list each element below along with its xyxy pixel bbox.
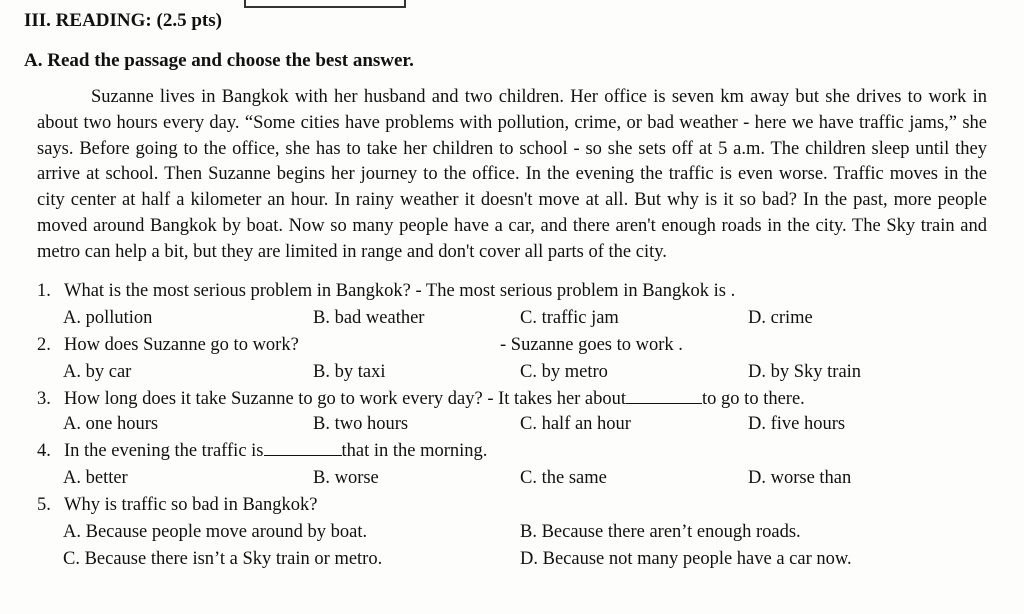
answer-blank[interactable] — [264, 441, 342, 456]
q1-option-b[interactable]: B. bad weather — [313, 308, 425, 328]
header-box-border — [244, 0, 406, 8]
answer-blank[interactable] — [626, 389, 702, 404]
q2-option-a[interactable]: A. by car — [63, 362, 132, 382]
question-number: 5. — [37, 495, 51, 515]
q3-option-b[interactable]: B. two hours — [313, 414, 409, 434]
question-number: 3. — [37, 389, 51, 409]
question-5 — [37, 495, 317, 516]
q3-option-c[interactable]: C. half an hour — [520, 414, 631, 434]
q2-option-c[interactable]: C. by metro — [520, 362, 608, 382]
question-text-end: to go to there. — [702, 389, 805, 409]
question-number: 1. — [37, 281, 51, 301]
q2-option-d[interactable]: D. by Sky train — [748, 362, 862, 382]
q3-option-a[interactable]: A. one hours — [63, 414, 159, 434]
q1-option-c[interactable]: C. traffic jam — [520, 308, 619, 328]
q4-option-b[interactable]: B. worse — [313, 468, 379, 488]
q4-option-d[interactable]: D. worse than — [748, 468, 852, 488]
question-3 — [37, 389, 805, 410]
part-title: A. Read the passage and choose the best answer. — [24, 50, 414, 71]
q5-option-c[interactable]: C. Because there isn’t a Sky train or metro. — [63, 549, 383, 569]
section-title: III. READING: (2.5 pts) — [24, 10, 222, 31]
q3-option-d[interactable]: D. five hours — [748, 414, 846, 434]
q5-option-b[interactable]: B. Because there aren’t enough roads. — [520, 522, 801, 542]
question-4 — [37, 441, 487, 462]
q4-option-a[interactable]: A. better — [63, 468, 128, 488]
question-text-end: that in the morning. — [341, 441, 488, 461]
question-text: How does Suzanne go to work? — [64, 335, 299, 355]
question-text: Why is traffic so bad in Bangkok? — [64, 495, 318, 515]
q2-option-b[interactable]: B. by taxi — [313, 362, 386, 382]
question-text: What is the most serious problem in Bangkok? - The most serious problem in Bangkok is . — [64, 281, 736, 301]
reading-passage: Suzanne lives in Bangkok with her husband and two children. Her office is seven km away but she drives to work in about two hours every day. “Some cities have problems with pollution, crime, or bad weather - here we have traffic jams,” she says. Before going to the office, she has to take her children to school - so she sets off at 5 a.m. The children sleep until they arrive at school. Then Suzanne begins her journey to the office. In the evening the traffic is even worse. Traffic moves in the city center at half a kilometer an hour. In rainy weather it doesn't move at all. But why is it so bad? In the past, more people moved around Bangkok by boat. Now so many people have a car, and there aren't enough roads in the city. The Sky train and metro can help a bit, but they are limited in range and don't cover all parts of the city. — [37, 87, 987, 262]
q1-option-a[interactable]: A. pollution — [63, 308, 153, 328]
q2-answer-stem: - Suzanne goes to work . — [500, 335, 683, 355]
question-number: 4. — [37, 441, 51, 461]
question-1 — [37, 281, 735, 302]
q5-option-a[interactable]: A. Because people move around by boat. — [63, 522, 368, 542]
question-text: In the evening the traffic is — [64, 441, 264, 461]
question-number: 2. — [37, 335, 51, 355]
q4-option-c[interactable]: C. the same — [520, 468, 607, 488]
q5-option-d[interactable]: D. Because not many people have a car now. — [520, 549, 852, 569]
q1-option-d[interactable]: D. crime — [748, 308, 813, 328]
question-text: How long does it take Suzanne to go to work every day? - It takes her about — [64, 389, 627, 409]
question-2 — [37, 335, 299, 356]
